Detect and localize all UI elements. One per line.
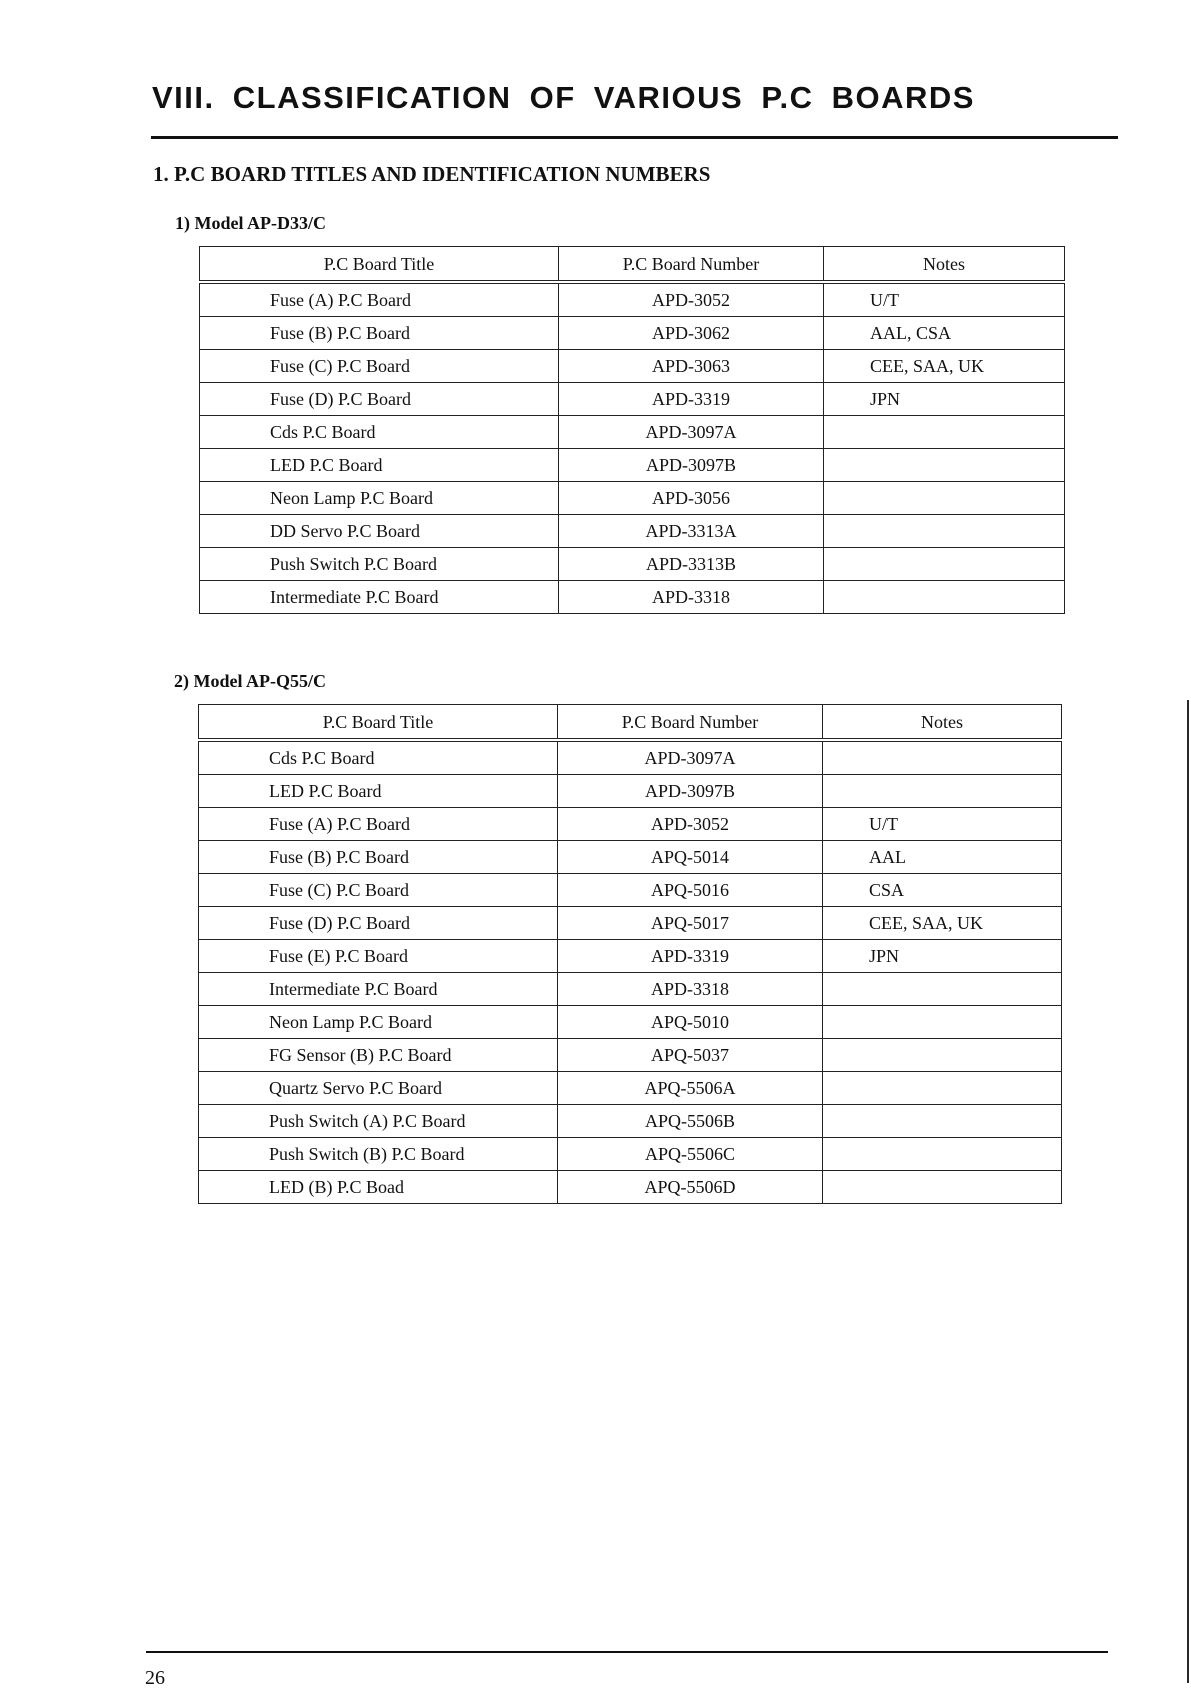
board-title-cell: Fuse (B) P.C Board	[200, 317, 559, 350]
board-title-cell: Fuse (B) P.C Board	[199, 841, 558, 874]
board-number-cell: APD-3319	[559, 383, 824, 416]
column-header-notes: Notes	[824, 247, 1065, 283]
board-number-cell: APD-3319	[558, 940, 823, 973]
board-title-cell: Cds P.C Board	[199, 740, 558, 775]
board-number-cell: APQ-5506C	[558, 1138, 823, 1171]
footer-rule	[146, 1651, 1108, 1653]
board-notes-cell	[824, 581, 1065, 614]
table-row	[200, 449, 1065, 482]
table-row	[200, 350, 1065, 383]
table-body	[200, 282, 1065, 614]
table-row	[200, 548, 1065, 581]
table-header-row	[200, 247, 1065, 283]
board-number-cell: APD-3097B	[559, 449, 824, 482]
board-title-cell: Intermediate P.C Board	[199, 973, 558, 1006]
board-number-cell: APD-3052	[558, 808, 823, 841]
board-number-cell: APQ-5506B	[558, 1105, 823, 1138]
board-notes-cell: CEE, SAA, UK	[823, 907, 1062, 940]
board-number-cell: APQ-5037	[558, 1039, 823, 1072]
board-number-cell: APD-3063	[559, 350, 824, 383]
table-row	[199, 907, 1062, 940]
board-notes-cell	[823, 973, 1062, 1006]
board-number-cell: APD-3313B	[559, 548, 824, 581]
board-number-cell: APQ-5014	[558, 841, 823, 874]
board-title-cell: LED P.C Board	[200, 449, 559, 482]
board-notes-cell	[824, 482, 1065, 515]
header-rule	[151, 136, 1118, 139]
board-title-cell: Push Switch (B) P.C Board	[199, 1138, 558, 1171]
board-number-cell: APQ-5506A	[558, 1072, 823, 1105]
board-title-cell: Neon Lamp P.C Board	[199, 1006, 558, 1039]
table-row	[200, 581, 1065, 614]
board-title-cell: FG Sensor (B) P.C Board	[199, 1039, 558, 1072]
board-notes-cell	[823, 1039, 1062, 1072]
board-number-cell: APD-3097A	[558, 740, 823, 775]
board-notes-cell: JPN	[823, 940, 1062, 973]
board-title-cell: Quartz Servo P.C Board	[199, 1072, 558, 1105]
board-notes-cell	[824, 515, 1065, 548]
board-number-cell: APQ-5010	[558, 1006, 823, 1039]
board-title-cell: Fuse (C) P.C Board	[200, 350, 559, 383]
page-number: 26	[145, 1667, 165, 1689]
table-row	[200, 383, 1065, 416]
model-1-board-table	[199, 246, 1065, 614]
board-title-cell: Neon Lamp P.C Board	[200, 482, 559, 515]
table-row	[199, 740, 1062, 775]
board-notes-cell: CEE, SAA, UK	[824, 350, 1065, 383]
table-row	[199, 973, 1062, 1006]
table-row	[199, 775, 1062, 808]
table-row	[199, 940, 1062, 973]
table-row	[199, 841, 1062, 874]
board-notes-cell: U/T	[824, 282, 1065, 317]
board-notes-cell: CSA	[823, 874, 1062, 907]
board-notes-cell: U/T	[823, 808, 1062, 841]
board-title-cell: Fuse (E) P.C Board	[199, 940, 558, 973]
table-row	[200, 515, 1065, 548]
board-notes-cell	[823, 740, 1062, 775]
board-title-cell: Push Switch P.C Board	[200, 548, 559, 581]
board-number-cell: APD-3062	[559, 317, 824, 350]
board-number-cell: APD-3097B	[558, 775, 823, 808]
board-number-cell: APD-3313A	[559, 515, 824, 548]
board-number-cell: APD-3056	[559, 482, 824, 515]
board-notes-cell	[824, 416, 1065, 449]
column-header-notes: Notes	[823, 705, 1062, 741]
board-title-cell: Fuse (A) P.C Board	[199, 808, 558, 841]
board-notes-cell	[824, 449, 1065, 482]
column-header-number: P.C Board Number	[559, 247, 824, 283]
board-number-cell: APQ-5016	[558, 874, 823, 907]
table-row	[199, 808, 1062, 841]
board-title-cell: LED P.C Board	[199, 775, 558, 808]
table-row	[199, 1039, 1062, 1072]
table-row	[199, 1171, 1062, 1204]
column-header-number: P.C Board Number	[558, 705, 823, 741]
board-title-cell: Fuse (D) P.C Board	[199, 907, 558, 940]
column-header-title: P.C Board Title	[200, 247, 559, 283]
board-number-cell: APQ-5506D	[558, 1171, 823, 1204]
column-header-title: P.C Board Title	[199, 705, 558, 741]
board-number-cell: APD-3318	[558, 973, 823, 1006]
table-header-row	[199, 705, 1062, 741]
board-notes-cell	[823, 775, 1062, 808]
scan-edge-line	[1187, 700, 1189, 1683]
table-row	[200, 317, 1065, 350]
table-row	[200, 416, 1065, 449]
board-number-cell: APD-3318	[559, 581, 824, 614]
board-title-cell: LED (B) P.C Boad	[199, 1171, 558, 1204]
board-title-cell: DD Servo P.C Board	[200, 515, 559, 548]
board-notes-cell	[823, 1072, 1062, 1105]
table-row	[199, 874, 1062, 907]
table-body	[199, 740, 1062, 1204]
board-number-cell: APQ-5017	[558, 907, 823, 940]
table-row	[199, 1072, 1062, 1105]
model-2-board-table	[198, 704, 1062, 1204]
chapter-title: VIII. CLASSIFICATION OF VARIOUS P.C BOARDS	[152, 80, 975, 115]
board-title-cell: Fuse (A) P.C Board	[200, 282, 559, 317]
board-notes-cell	[823, 1138, 1062, 1171]
board-number-cell: APD-3052	[559, 282, 824, 317]
board-title-cell: Fuse (C) P.C Board	[199, 874, 558, 907]
board-notes-cell	[823, 1171, 1062, 1204]
model-2-heading: 2) Model AP-Q55/C	[174, 671, 326, 691]
board-notes-cell: JPN	[824, 383, 1065, 416]
table-row	[199, 1006, 1062, 1039]
section-heading: 1. P.C BOARD TITLES AND IDENTIFICATION NUMBERS	[153, 162, 711, 186]
board-notes-cell	[824, 548, 1065, 581]
board-title-cell: Cds P.C Board	[200, 416, 559, 449]
board-title-cell: Fuse (D) P.C Board	[200, 383, 559, 416]
board-title-cell: Intermediate P.C Board	[200, 581, 559, 614]
board-number-cell: APD-3097A	[559, 416, 824, 449]
table-row	[200, 482, 1065, 515]
board-notes-cell	[823, 1006, 1062, 1039]
board-notes-cell: AAL, CSA	[824, 317, 1065, 350]
board-title-cell: Push Switch (A) P.C Board	[199, 1105, 558, 1138]
table-row	[199, 1105, 1062, 1138]
table-row	[200, 282, 1065, 317]
model-1-heading: 1) Model AP-D33/C	[175, 213, 326, 233]
board-notes-cell	[823, 1105, 1062, 1138]
board-notes-cell: AAL	[823, 841, 1062, 874]
table-row	[199, 1138, 1062, 1171]
